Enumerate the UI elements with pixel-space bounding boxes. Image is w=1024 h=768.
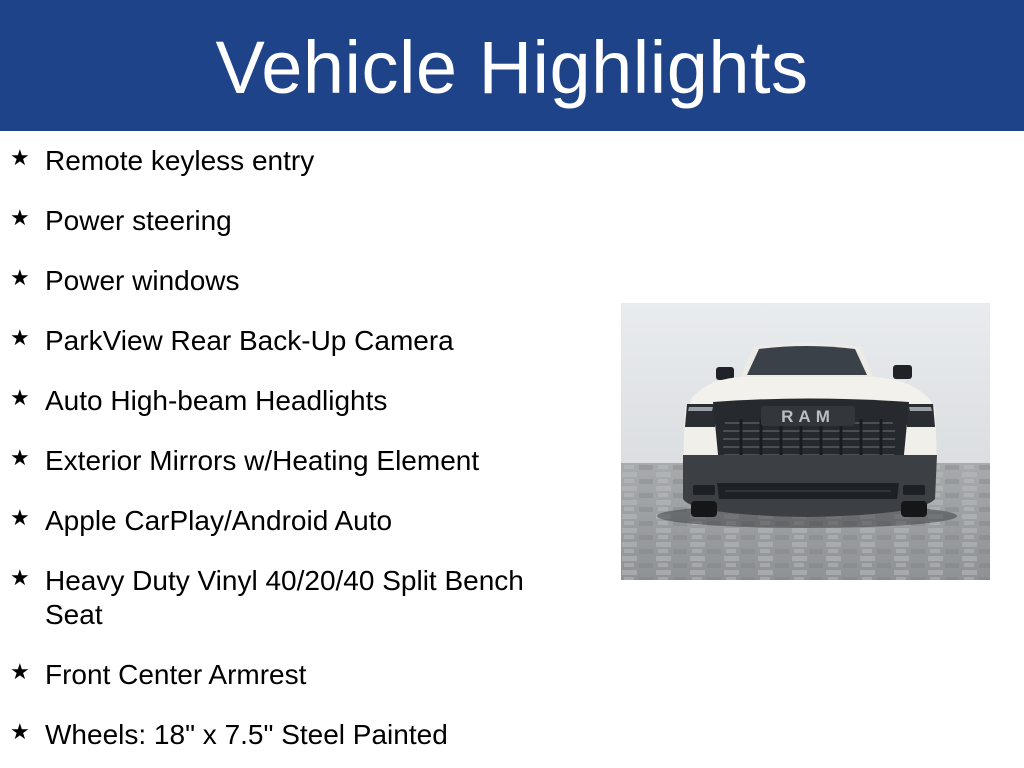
feature-label: Remote keyless entry	[45, 145, 315, 176]
star-icon: ★	[10, 446, 30, 471]
feature-item	[10, 504, 580, 538]
feature-item	[10, 144, 580, 178]
feature-item	[10, 324, 580, 358]
star-icon: ★	[10, 386, 30, 411]
right-mirror	[893, 365, 912, 379]
star-icon: ★	[10, 566, 30, 591]
feature-label: Apple CarPlay/Android Auto	[45, 505, 393, 536]
star-icon: ★	[10, 660, 30, 685]
star-icon: ★	[10, 206, 30, 231]
feature-item	[10, 658, 580, 692]
feature-item	[10, 444, 580, 478]
feature-label: Wheels: 18" x 7.5" Steel Painted	[45, 719, 448, 750]
grille-badge: RAM	[781, 407, 835, 426]
feature-list	[10, 144, 580, 768]
feature-item	[10, 384, 580, 418]
feature-item	[10, 264, 580, 298]
feature-label: Power steering	[45, 205, 232, 236]
feature-item	[10, 564, 580, 632]
feature-label: Front Center Armrest	[45, 659, 307, 690]
feature-item	[10, 718, 580, 752]
star-icon: ★	[10, 326, 30, 351]
feature-item	[10, 204, 580, 238]
header-banner	[0, 0, 1024, 131]
feature-label: Power windows	[45, 265, 240, 296]
star-icon: ★	[10, 146, 30, 171]
feature-label: Exterior Mirrors w/Heating Element	[45, 445, 480, 476]
page-title: Vehicle Highlights	[215, 26, 809, 109]
star-icon: ★	[10, 266, 30, 291]
star-icon: ★	[10, 720, 30, 745]
feature-label: Heavy Duty Vinyl 40/20/40 Split Bench Seat	[45, 565, 524, 630]
vehicle-photo	[621, 303, 990, 580]
feature-label: Auto High-beam Headlights	[45, 385, 388, 416]
feature-label: ParkView Rear Back-Up Camera	[45, 325, 454, 356]
star-icon: ★	[10, 506, 30, 531]
